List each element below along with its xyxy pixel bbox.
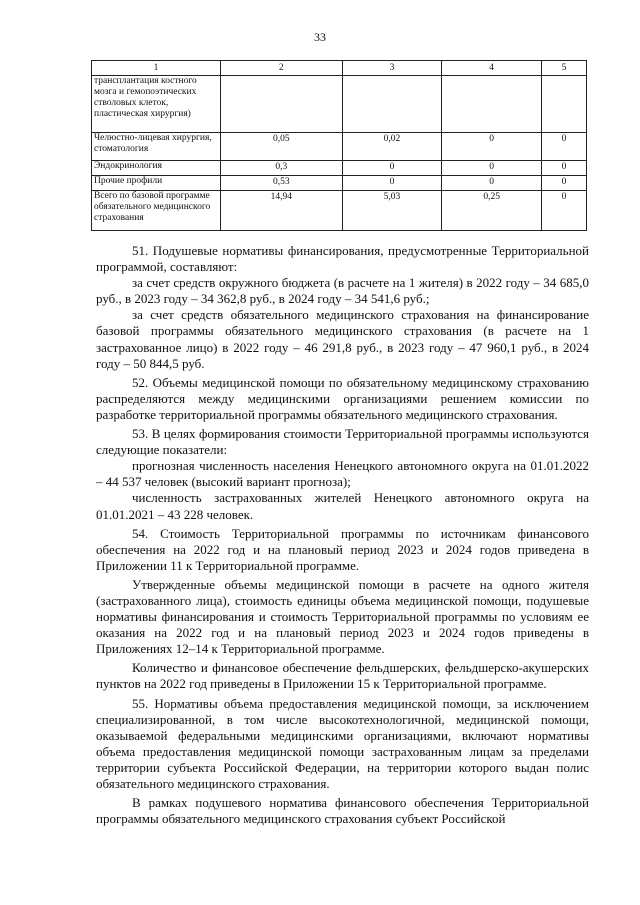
table-header-row [92, 61, 587, 76]
paragraph: за счет средств обязательного медицинского страхования на финансирование базовой программы обязательного медицинского страхования (в расчете на 1 застрахованное лицо) в 2022 году – 46 291,8 руб., в 2023 году – 47 960,1 руб., в 2024 году – 50 844,5 руб. [96, 307, 589, 371]
cell-value: 0 [542, 176, 587, 191]
table-row [92, 191, 587, 231]
cell-value: 0 [442, 176, 542, 191]
header-cell: 4 [442, 61, 542, 76]
header-cell: 3 [342, 61, 442, 76]
cell-value: 5,03 [342, 191, 442, 231]
cell-value: 0,25 [442, 191, 542, 231]
cell-value: 0 [542, 191, 587, 231]
paragraph: 52. Объемы медицинской помощи по обязательному медицинскому страхованию распределяются между медицинскими организациями решением комиссии по разработке территориальной программы обязательного медицинского страхования. [96, 374, 589, 422]
table-row [92, 176, 587, 191]
paragraph: Количество и финансовое обеспечение фельдшерских, фельдшерско-акушерских пунктов на 2022 год приведены в Приложении 15 к Территориальной программе. [96, 660, 589, 692]
table-row [92, 133, 587, 161]
data-table [91, 60, 587, 231]
paragraph: 53. В целях формирования стоимости Территориальной программы используются следующие показатели: [96, 426, 589, 458]
table-row [92, 76, 587, 133]
cell-value: 0,05 [221, 133, 343, 161]
row-label: трансплантация костного мозга и гемопоэтических стволовых клеток, пластическая хирургия) [92, 76, 221, 133]
cell-value: 0,3 [221, 161, 343, 176]
paragraph: Утвержденные объемы медицинской помощи в расчете на одного жителя (застрахованного лица), стоимость единицы объема медицинской помощи, подушевые нормативы финансирования и стоимость Территориальной программы по условиям ее оказания на 2022 год и на плановый период 2023 и 2024 годов приведены в Приложениях 12–14 к Территориальной программе. [96, 576, 589, 657]
paragraph: 54. Стоимость Территориальной программы по источникам финансового обеспечения на 2022 год и на плановый период 2023 и 2024 годов приведена в Приложении 11 к Территориальной программе. [96, 525, 589, 573]
header-cell: 5 [542, 61, 587, 76]
cell-value [442, 76, 542, 133]
header-cell: 1 [92, 61, 221, 76]
cell-value [342, 76, 442, 133]
cell-value: 0 [542, 161, 587, 176]
document-body [96, 243, 589, 827]
table-row [92, 161, 587, 176]
cell-value: 0 [342, 161, 442, 176]
row-label: Прочие профили [92, 176, 221, 191]
paragraph: прогнозная численность населения Ненецкого автономного округа на 01.01.2022 – 44 537 человек (высокий вариант прогноза); [96, 458, 589, 490]
cell-value: 0,02 [342, 133, 442, 161]
cell-value: 14,94 [221, 191, 343, 231]
cell-value: 0 [342, 176, 442, 191]
cell-value [221, 76, 343, 133]
cell-value [542, 76, 587, 133]
cell-value: 0 [442, 133, 542, 161]
paragraph: В рамках подушевого норматива финансового обеспечения Территориальной программы обязательного медицинского страхования субъект Российской [96, 795, 589, 827]
cell-value: 0,53 [221, 176, 343, 191]
row-label: Челюстно-лицевая хирургия, стоматология [92, 133, 221, 161]
header-cell: 2 [221, 61, 343, 76]
cell-value: 0 [542, 133, 587, 161]
row-label: Эндокринология [92, 161, 221, 176]
paragraph: 51. Подушевые нормативы финансирования, предусмотренные Территориальной программой, составляют: [96, 243, 589, 275]
cell-value: 0 [442, 161, 542, 176]
paragraph: численность застрахованных жителей Ненецкого автономного округа на 01.01.2021 – 43 228 человек. [96, 490, 589, 522]
row-label: Всего по базовой программе обязательного медицинского страхования [92, 191, 221, 231]
paragraph: 55. Нормативы объема предоставления медицинской помощи, за исключением специализированной, в том числе высокотехнологичной, медицинской помощи, оказываемой федеральными медицинскими организациями, включают нормативы объема предоставления медицинской помощи застрахованным лицам за пределами территории субъекта Российской Федерации, на территории которого выдан полис обязательного медицинского страхования. [96, 695, 589, 791]
paragraph: за счет средств окружного бюджета (в расчете на 1 жителя) в 2022 году – 34 685,0 руб., в 2023 году – 34 362,8 руб., в 2024 году – 34 541,6 руб.; [96, 275, 589, 307]
page-number: 33 [314, 30, 326, 44]
